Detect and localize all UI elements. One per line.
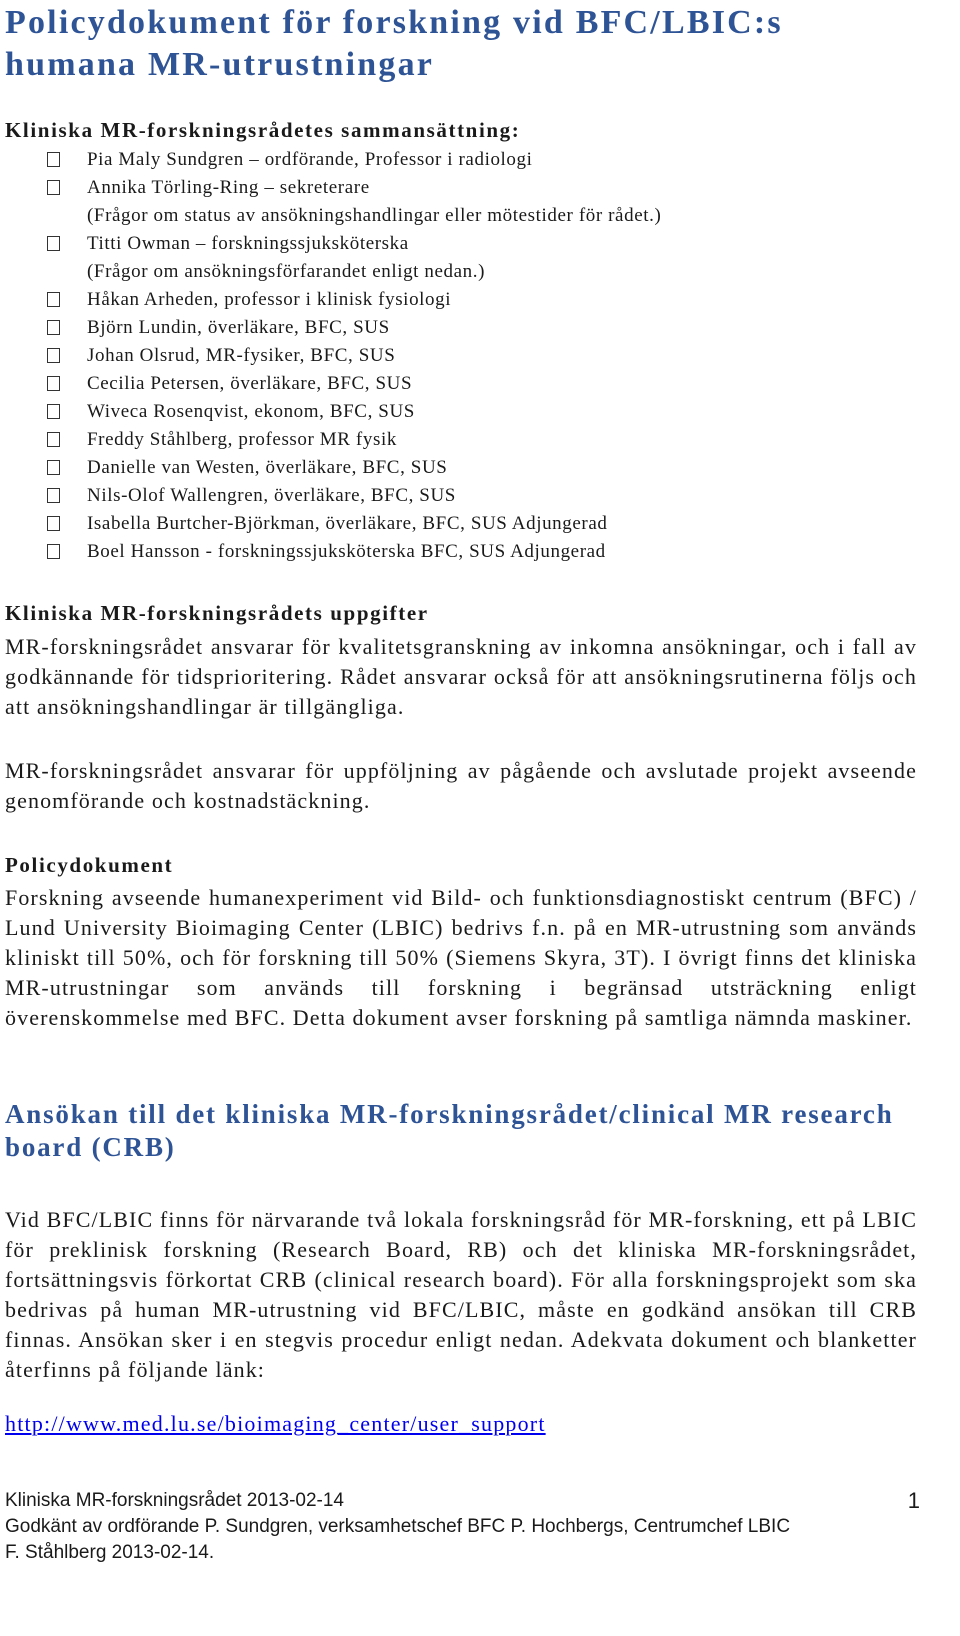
checkbox-bullet-icon [47,152,60,167]
list-item [5,174,661,230]
document-title: Policydokument för forskning vid BFC/LBIC:s humana MR-utrustningar [5,4,783,83]
list-item [5,342,661,370]
member-text: Titti Owman – forskningssjuksköterska [87,233,409,254]
page-number: 1 [907,1488,920,1513]
policy-heading: Policydokument [5,853,174,877]
member-text: Wiveca Rosenqvist, ekonom, BFC, SUS [87,401,415,422]
user-support-link[interactable]: http://www.med.lu.se/bioimaging_center/user_support [5,1411,546,1436]
member-text: Danielle van Westen, överläkare, BFC, SUS [87,457,448,478]
member-text: Håkan Arheden, professor i klinisk fysiologi [87,289,452,310]
list-item [5,482,661,510]
member-text: Isabella Burtcher-Björkman, överläkare, BFC, SUS Adjungerad [87,513,608,534]
member-text: Boel Hansson - forskningssjuksköterska BFC, SUS Adjungerad [87,541,606,562]
list-item [5,454,661,482]
footer-line-3: F. Ståhlberg 2013-02-14. [5,1542,215,1563]
member-note: (Frågor om ansökningsförfarandet enligt nedan.) [87,261,486,282]
list-item [5,398,661,426]
checkbox-bullet-icon [47,348,60,363]
checkbox-bullet-icon [47,320,60,335]
list-item [5,510,661,538]
member-text: Pia Maly Sundgren – ordförande, Professor i radiologi [87,149,533,170]
list-item [5,314,661,342]
checkbox-bullet-icon [47,516,60,531]
checkbox-bullet-icon [47,404,60,419]
member-text: Björn Lundin, överläkare, BFC, SUS [87,317,390,338]
application-heading: Ansökan till det kliniska MR-forskningsrådet/clinical MR research board (CRB) [5,1099,894,1162]
checkbox-bullet-icon [47,236,60,251]
member-text: Nils-Olof Wallengren, överläkare, BFC, SUS [87,485,456,506]
list-item [5,286,661,314]
checkbox-bullet-icon [47,292,60,307]
application-paragraph: Vid BFC/LBIC finns för närvarande två lokala forskningsråd för MR-forskning, ett på LBIC för preklinisk forskning (Research Board, RB) och det kliniska MR-forskningsrådet, fortsättningsvis förkortat CRB (clinical research board). För alla forskningsprojekt som ska bedrivas på human MR-utrustning vid BFC/LBIC, måste en godkänd ansökan till CRB finnas. Ansökan sker i en stegvis procedur enligt nedan. Adekvata dokument och blanketter återfinns på följande länk: [5,1207,917,1382]
list-item [5,370,661,398]
member-text: Cecilia Petersen, överläkare, BFC, SUS [87,373,413,394]
tasks-heading: Kliniska MR-forskningsrådets uppgifter [5,601,429,625]
list-item [5,538,661,566]
tasks-paragraph-2: MR-forskningsrådet ansvarar för uppföljning av pågående och avslutade projekt avseende genomförande och kostnadstäckning. [5,758,917,813]
composition-heading: Kliniska MR-forskningsrådetes sammansättning: [5,118,521,142]
checkbox-bullet-icon [47,544,60,559]
policy-paragraph: Forskning avseende humanexperiment vid Bild- och funktionsdiagnostiskt centrum (BFC) / Lund University Bioimaging Center (LBIC) bedrivs f.n. på en MR-utrustning som används kliniskt till 50%, och för forskning till 50% (Siemens Skyra, 3T). I övrigt finns det kliniska MR-utrustningar som används till forskning i begränsad utsträckning enligt överenskommelse med BFC. Detta dokument avser forskning på samtliga nämnda maskiner. [5,885,917,1030]
page-footer [5,1488,920,1566]
checkbox-bullet-icon [47,432,60,447]
list-item [5,146,661,174]
footer-line-1: Kliniska MR-forskningsrådet 2013-02-14 [5,1490,344,1511]
checkbox-bullet-icon [47,460,60,475]
tasks-paragraph-1: MR-forskningsrådet ansvarar för kvalitetsgranskning av inkomna ansökningar, och i fall av godkännande för tidsprioritering. Rådet ansvarar också för att ansökningsrutinerna följs och att ansökningshandlingar är tillgängliga. [5,634,917,719]
member-text: Johan Olsrud, MR-fysiker, BFC, SUS [87,345,396,366]
member-text: Freddy Ståhlberg, professor MR fysik [87,429,397,450]
member-note: (Frågor om status av ansökningshandlingar eller mötestider för rådet.) [87,205,662,226]
checkbox-bullet-icon [47,180,60,195]
checkbox-bullet-icon [47,376,60,391]
list-item [5,230,661,286]
member-list [5,146,661,566]
member-text: Annika Törling-Ring – sekreterare [87,177,370,198]
checkbox-bullet-icon [47,488,60,503]
footer-line-2: Godkänt av ordförande P. Sundgren, verksamhetschef BFC P. Hochbergs, Centrumchef LBIC [5,1516,791,1537]
list-item [5,426,661,454]
